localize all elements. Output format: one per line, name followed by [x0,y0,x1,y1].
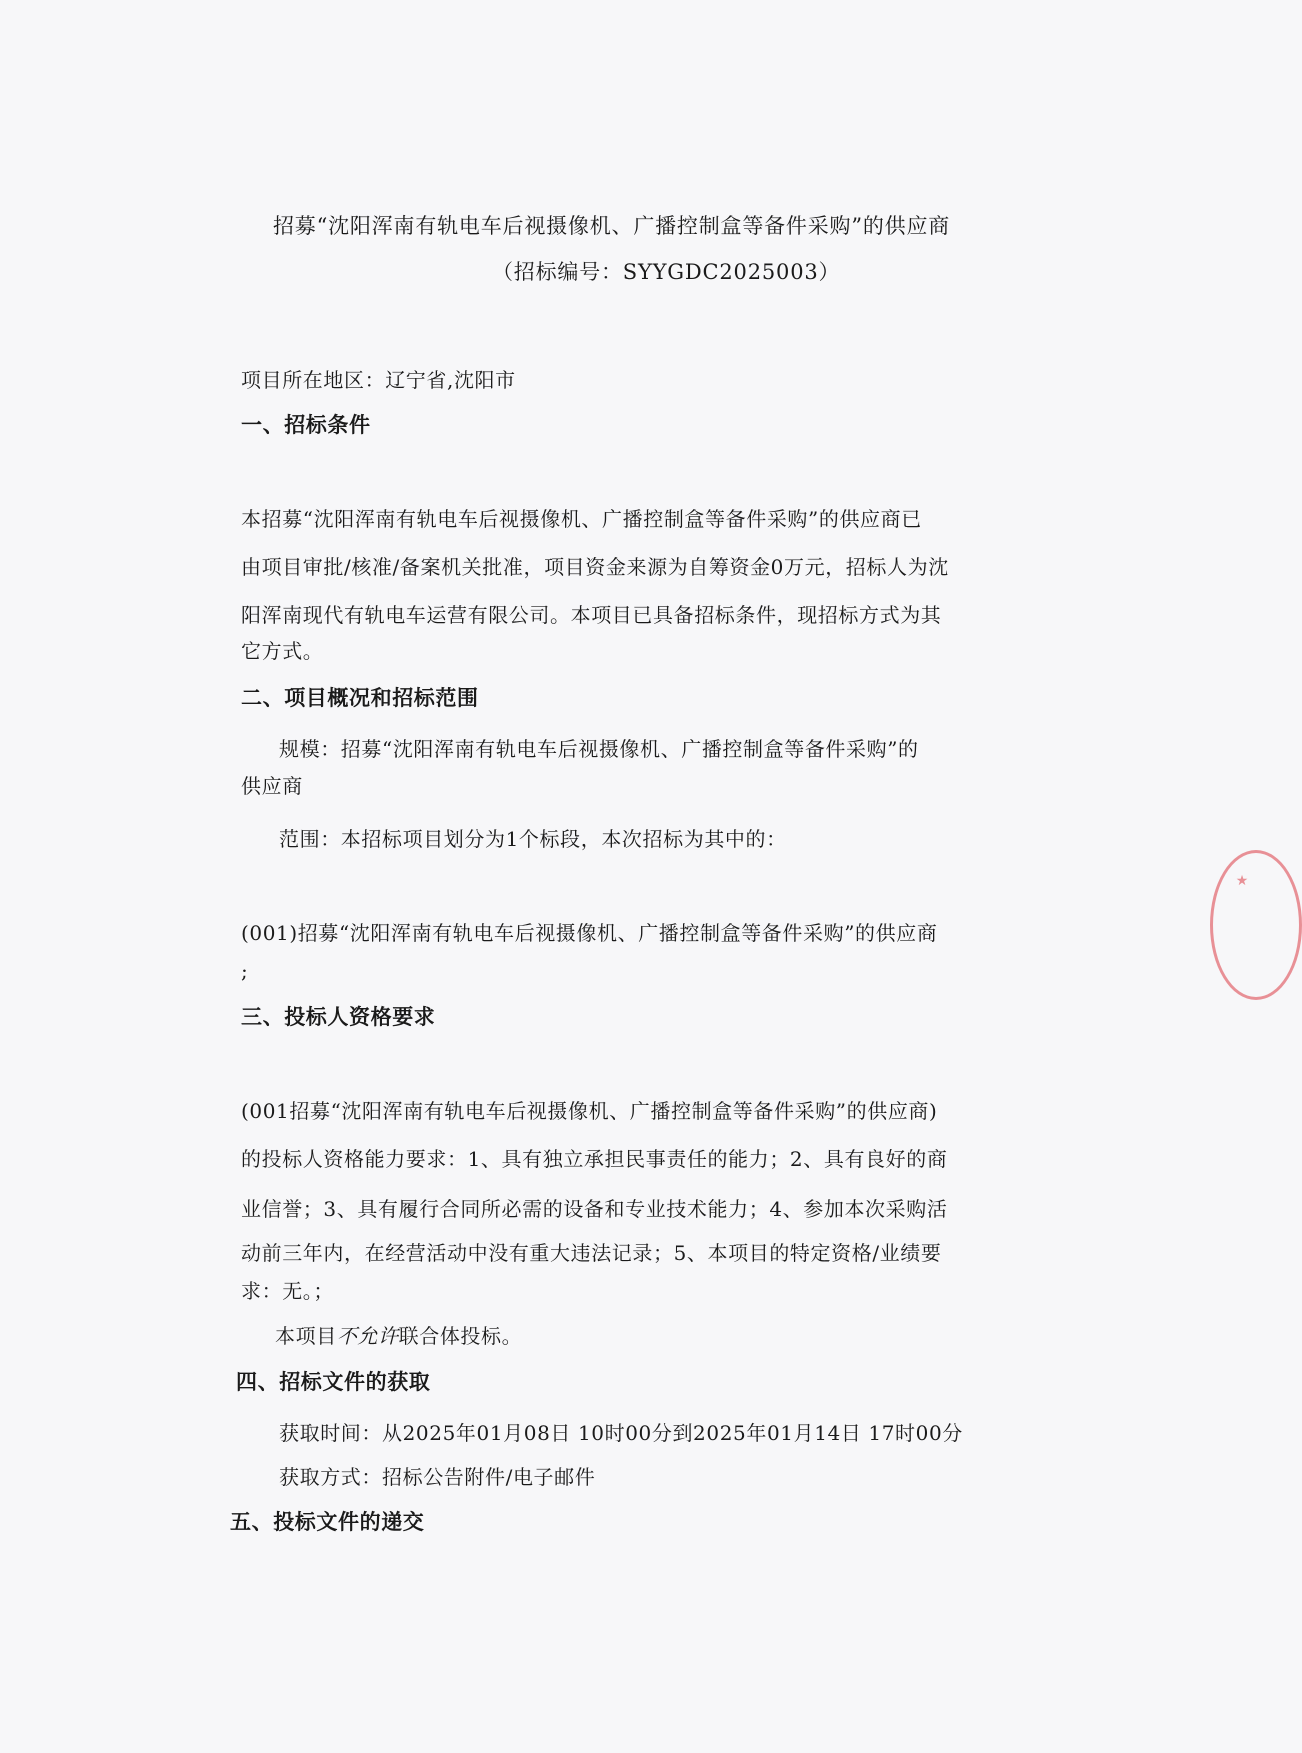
acquisition-time: 获取时间：从2025年01月08日 10时00分到2025年01月14日 17时00分 [279,1421,963,1445]
qualification-line: 业信誉；3、具有履行合同所必需的设备和专业技术能力；4、参加本次采购活 [241,1197,948,1221]
section-heading-4: 四、招标文件的获取 [236,1370,431,1394]
consortium-suffix: 联合体投标。 [398,1324,523,1348]
document-title: 招募“沈阳浑南有轨电车后视摄像机、广播控制盒等备件采购”的供应商 [273,214,951,238]
qualification-line: (001招募“沈阳浑南有轨电车后视摄像机、广播控制盒等备件采购”的供应商) [241,1099,938,1123]
acquisition-method: 获取方式：招标公告附件/电子邮件 [279,1465,596,1489]
section1-paragraph-line: 阳浑南现代有轨电车运营有限公司。本项目已具备招标条件，现招标方式为其 [241,603,942,627]
section-heading-5: 五、投标文件的递交 [230,1510,425,1534]
scale-line: 规模：招募“沈阳浑南有轨电车后视摄像机、广播控制盒等备件采购”的 [279,737,919,761]
project-location: 项目所在地区：辽宁省,沈阳市 [241,368,516,392]
scale-line: 供应商 [241,774,303,798]
consortium-line [275,1322,522,1350]
section1-paragraph-line: 本招募“沈阳浑南有轨电车后视摄像机、广播控制盒等备件采购”的供应商已 [241,507,922,531]
consortium-italic: 不允许 [336,1324,399,1348]
range-line: 范围：本招标项目划分为1个标段，本次招标为其中的： [279,827,787,851]
section-heading-2: 二、项目概况和招标范围 [241,686,479,710]
section1-paragraph-line: 由项目审批/核准/备案机关批准，项目资金来源为自筹资金0万元，招标人为沈 [241,555,949,579]
section-heading-1: 一、招标条件 [241,413,371,437]
qualification-line: 的投标人资格能力要求：1、具有独立承担民事责任的能力；2、具有良好的商 [241,1147,948,1171]
bid-number: （招标编号：SYYGDC2025003） [492,260,841,284]
qualification-line: 求：无。； [241,1279,334,1303]
qualification-line: 动前三年内，在经营活动中没有重大违法记录；5、本项目的特定资格/业绩要 [241,1241,942,1265]
section1-paragraph-line: 它方式。 [241,639,324,663]
seal-stamp-text: ★ [1234,873,1250,889]
lot-line: (001)招募“沈阳浑南有轨电车后视摄像机、广播控制盒等备件采购”的供应商 [241,921,938,945]
consortium-prefix: 本项目 [275,1324,337,1348]
lot-line: ; [241,959,249,983]
section-heading-3: 三、投标人资格要求 [241,1005,436,1029]
seal-stamp [1210,850,1302,1000]
